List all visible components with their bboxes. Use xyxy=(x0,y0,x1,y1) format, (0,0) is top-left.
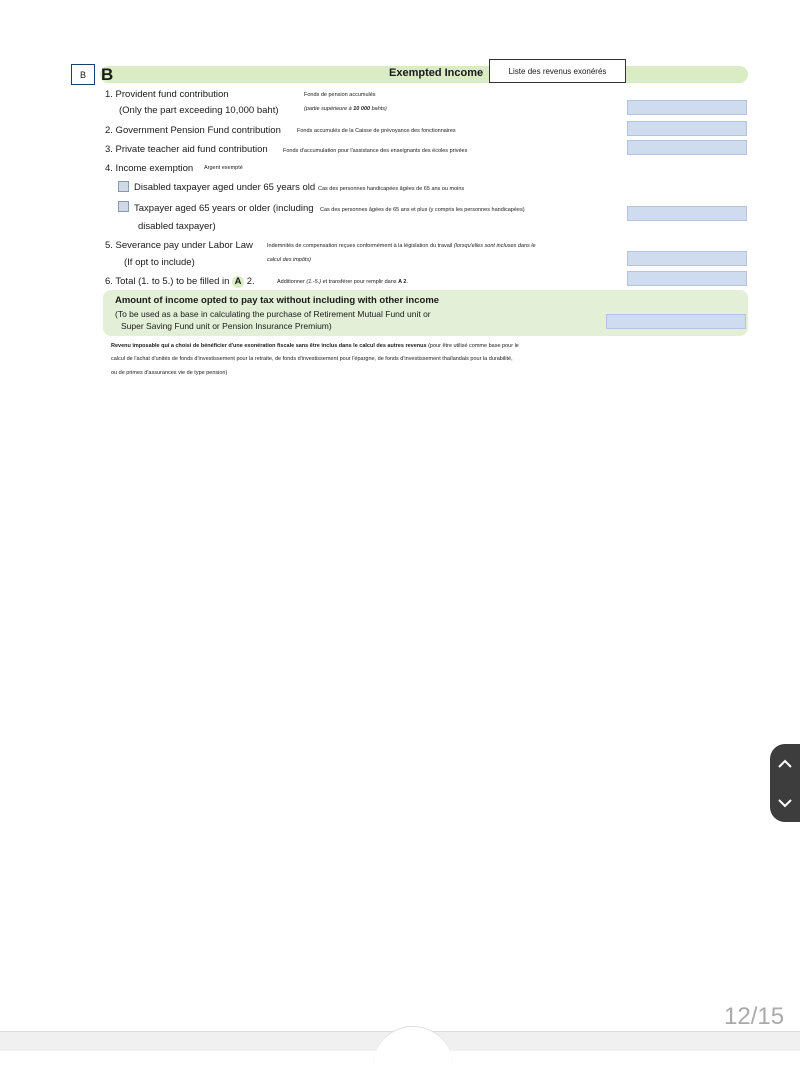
section-letter: B xyxy=(101,65,114,84)
item-5-french: Indemnités de compensation reçues conformément à la législation du travail (lorsqu'elles sont incluses dans le xyxy=(267,243,536,249)
chevron-down-icon xyxy=(777,798,793,808)
page-indicator: 12/15 xyxy=(724,1003,785,1030)
item-2-label: 2. Government Pension Fund contribution xyxy=(105,125,281,136)
opted-income-sub1: (To be used as a base in calculating the purchase of Retirement Mutual Fund unit or xyxy=(115,309,431,319)
item-4b-french: Cas des personnes âgées de 65 ans et plus (y compris les personnes handicapées) xyxy=(320,207,525,213)
item-3-french: Fonds d'accumulation pour l'assistance des enseignants des écoles privées xyxy=(283,148,468,154)
item-6-total-field[interactable] xyxy=(627,271,747,286)
item-5-amount-field[interactable] xyxy=(627,251,747,266)
item-6-label: 6. Total (1. to 5.) to be filled in A 2. xyxy=(105,276,255,287)
item-4-french: Argent exempté xyxy=(204,165,243,171)
page-nav-control xyxy=(770,744,800,822)
item-5-french-sub: calcul des impôts) xyxy=(267,257,312,263)
item-4a-label: Disabled taxpayer aged under 65 years old xyxy=(134,182,316,193)
item-4b-label-sub: disabled taxpayer) xyxy=(138,221,216,232)
item-2-french: Fonds accumulés de la Caisse de prévoyance des fonctionnaires xyxy=(297,128,456,134)
item-4b-label: Taxpayer aged 65 years or older (including xyxy=(134,203,314,214)
item-2-amount-field[interactable] xyxy=(627,121,747,136)
item-1-french-sub: (partie supérieure à 10 000 bahts) xyxy=(304,106,387,112)
french-note-line-3: ou de primes d'assurances vie de type pension) xyxy=(111,370,228,376)
section-a-badge: A xyxy=(232,276,244,288)
opted-income-title: Amount of income opted to pay tax without including with other income xyxy=(115,295,440,306)
item-1-amount-field[interactable] xyxy=(627,100,747,115)
item-3-amount-field[interactable] xyxy=(627,140,747,155)
french-note-line-1: Revenu imposable qui a choisi de bénéficier d'une exonération fiscale sans être inclus dans le calcul des autres revenus (pour être utilisé comme base pour le xyxy=(111,343,519,349)
opted-income-sub2: Super Saving Fund unit or Pension Insurance Premium) xyxy=(121,321,332,331)
item-4a-french: Cas des personnes handicapées âgées de 65 ans ou moins xyxy=(318,186,465,192)
next-page-button[interactable] xyxy=(770,786,800,820)
section-box-label: B xyxy=(71,64,95,85)
item-5-label: 5. Severance pay under Labor Law xyxy=(105,240,253,251)
item-5-label-sub: (If opt to include) xyxy=(124,257,195,268)
opted-income-amount-field[interactable] xyxy=(606,314,746,329)
item-1-french: Fonds de pension accumulés xyxy=(304,92,376,98)
item-4-label: 4. Income exemption xyxy=(105,163,194,174)
taxpayer-65-older-checkbox[interactable] xyxy=(118,201,129,212)
item-6-french: Additionner (1.-5.) et transférer pour remplir dans A 2. xyxy=(277,279,408,285)
french-note-line-2: calcul de l'achat d'unités de fonds d'investissement pour la retraite, de fonds d'investissement pour l'épargne, de fonds d'investissement thaïlandais pour la durabilité, xyxy=(111,356,513,362)
item-3-label: 3. Private teacher aid fund contribution xyxy=(105,144,268,155)
section-title: Exempted Income xyxy=(389,67,484,79)
chevron-up-icon xyxy=(777,759,793,769)
item-4-amount-field[interactable] xyxy=(627,206,747,221)
section-french-title: Liste des revenus exonérés xyxy=(489,59,626,83)
item-1-label: 1. Provident fund contribution xyxy=(105,89,229,100)
previous-page-button[interactable] xyxy=(770,747,800,781)
item-1-label-sub: (Only the part exceeding 10,000 baht) xyxy=(119,105,279,116)
disabled-under-65-checkbox[interactable] xyxy=(118,181,129,192)
